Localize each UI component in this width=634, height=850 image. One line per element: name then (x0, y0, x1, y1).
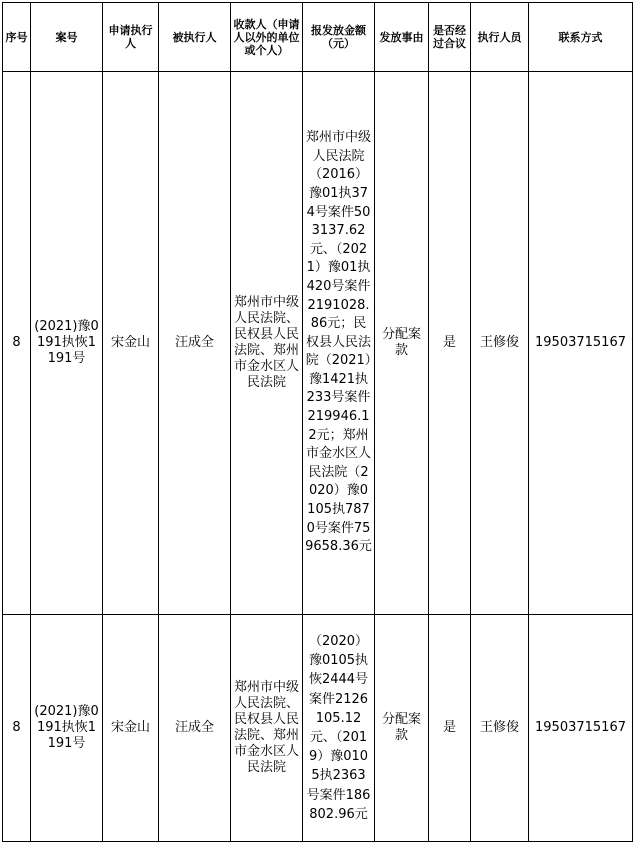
cell-amount: （2020）豫0105执恢2444号案件2126105.12元、（2019）豫0105执2363号案件186802.96元 (303, 615, 375, 842)
cell-applicant: 宋金山 (103, 72, 159, 615)
cell-payee: 郑州市中级人民法院、民权县人民法院、郑州市金水区人民法院 (231, 615, 303, 842)
header-seq: 序号 (3, 3, 31, 72)
cell-contact: 19503715167 (529, 72, 633, 615)
cell-deliberated: 是 (429, 72, 471, 615)
header-respondent: 被执行人 (159, 3, 231, 72)
header-contact: 联系方式 (529, 3, 633, 72)
cell-reason: 分配案款 (375, 72, 429, 615)
header-deliberated: 是否经过合议 (429, 3, 471, 72)
cell-respondent: 汪成全 (159, 615, 231, 842)
header-applicant: 申请执行人 (103, 3, 159, 72)
cell-seq: 8 (3, 72, 31, 615)
cell-case-no: (2021)豫0191执恢1191号 (31, 72, 103, 615)
cell-officer: 王修俊 (471, 615, 529, 842)
cell-officer: 王修俊 (471, 72, 529, 615)
header-row (3, 3, 633, 72)
header-officer: 执行人员 (471, 3, 529, 72)
cell-seq: 8 (3, 615, 31, 842)
cell-payee: 郑州市中级人民法院、民权县人民法院、郑州市金水区人民法院 (231, 72, 303, 615)
cell-deliberated: 是 (429, 615, 471, 842)
cell-respondent: 汪成全 (159, 72, 231, 615)
cell-applicant: 宋金山 (103, 615, 159, 842)
header-amount: 报发放金额（元） (303, 3, 375, 72)
cell-case-no: (2021)豫0191执恢1191号 (31, 615, 103, 842)
cell-amount: 郑州市中级人民法院（2016）豫01执374号案件503137.62元、（2021）豫01执420号案件2191028.86元；民权县人民法院（2021）豫1421执233号案件219946.12元；郑州市金水区人民法院（2020）豫0105执7870号案件759658.36元 (303, 72, 375, 615)
table-row (3, 615, 633, 842)
table-row (3, 72, 633, 615)
disbursement-table (2, 2, 633, 842)
header-reason: 发放事由 (375, 3, 429, 72)
cell-reason: 分配案款 (375, 615, 429, 842)
header-payee: 收款人（申请人以外的单位或个人） (231, 3, 303, 72)
cell-contact: 19503715167 (529, 615, 633, 842)
header-case-no: 案号 (31, 3, 103, 72)
